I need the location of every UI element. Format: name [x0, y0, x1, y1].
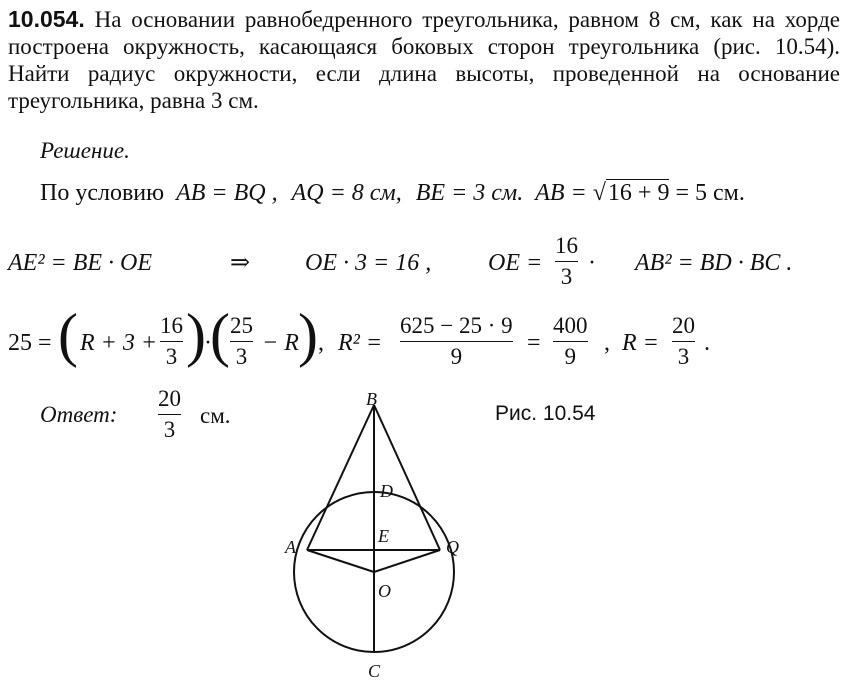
line3-lhs: 25 = [8, 330, 52, 356]
line1-eq4-left: AB = [535, 180, 587, 206]
label-b: B [366, 389, 377, 409]
p1-den: 3 [165, 344, 178, 369]
left-paren-2: ( [210, 302, 230, 368]
line3-p2-text: − R [262, 330, 299, 356]
dot-sep: · [588, 250, 596, 276]
line3-period: . [704, 330, 710, 356]
problem-number: 10.054. [8, 6, 85, 32]
radius-oq [374, 550, 440, 572]
line2-eq4: AB² = BD · BC . [635, 250, 793, 276]
label-o: O [378, 581, 391, 601]
label-a: A [285, 537, 296, 557]
line3-comma1: , [318, 330, 324, 356]
solution-label: Решение. [40, 138, 130, 163]
label-e: E [378, 526, 389, 546]
label-c: C [368, 661, 381, 681]
line3-r-left: R = [622, 330, 659, 356]
line2-eq3-left: OE = [488, 250, 543, 276]
f2-den: 9 [564, 344, 576, 369]
line1-sqrt: 16 + 9 [607, 180, 670, 206]
label-d: D [380, 481, 393, 501]
right-paren-1: ) [186, 302, 206, 368]
f3-num: 20 [672, 313, 695, 338]
answer-den: 3 [163, 417, 176, 442]
side-ba [307, 405, 374, 550]
line1-eq1: AB = BQ , [176, 180, 278, 206]
line3-eq-sign: = [527, 330, 541, 356]
line2-arrow: ⇒ [230, 250, 251, 276]
radius-oa [307, 550, 374, 572]
figure-caption: Рис. 10.54 [495, 402, 596, 425]
line2-frac-den: 3 [560, 264, 573, 289]
line2-eq2: OE · 3 = 16 , [305, 250, 432, 276]
label-q: Q [446, 537, 459, 557]
f1-num: 625 − 25 · 9 [400, 313, 513, 338]
line2-frac-num: 16 [555, 233, 578, 258]
line1-eq3: BE = 3 см. [415, 180, 524, 206]
problem-text: На основании равнобедренного треугольника, равном 8 см, как на хорде построена окружность, касающаяся боковых сторон треугольника (рис. 10.54). Найти радиус окружности, если длина высоты, проведенной на основание треугольника, равна 3 см. [8, 7, 841, 113]
f2-num: 400 [553, 313, 588, 338]
line1-intro: По условию [40, 180, 165, 206]
line3-comma2: , [604, 330, 610, 356]
p2-den: 3 [235, 344, 248, 369]
right-paren-2: ) [298, 302, 318, 368]
f1-den: 9 [450, 344, 463, 369]
line1-eq2: AQ = 8 см, [291, 180, 402, 206]
answer-label: Ответ: [40, 402, 118, 427]
p2-num: 25 [230, 313, 253, 338]
sqrt-sign: √ [592, 180, 606, 206]
line3-r2-left: R² = [338, 330, 383, 356]
line3-dot: · [204, 330, 212, 356]
line3-p1-text: R + 3 + [80, 330, 158, 356]
answer-num: 20 [158, 386, 181, 411]
f3-den: 3 [677, 344, 690, 369]
answer-unit: см. [200, 403, 231, 428]
line2-eq1: AE² = BE · OE [8, 250, 153, 276]
left-paren-1: ( [58, 302, 78, 368]
p1-num: 16 [160, 313, 183, 338]
line1-eq4-right: = 5 см. [675, 180, 745, 206]
